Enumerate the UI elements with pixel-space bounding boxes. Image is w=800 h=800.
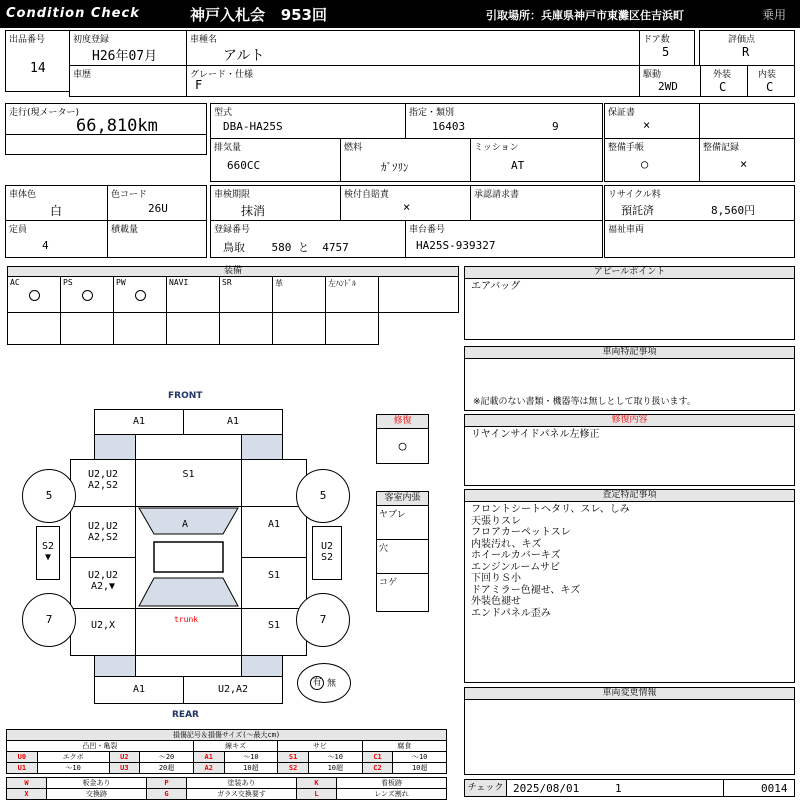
note-line: 下回りＳ小 bbox=[471, 573, 521, 584]
trunk-label: trunk bbox=[174, 615, 199, 624]
warranty-box: 保証書 × bbox=[604, 103, 700, 139]
record: × bbox=[740, 157, 748, 171]
equip-ac-mark bbox=[29, 290, 40, 301]
recycle-box: リサイクル料 預託済 8,560円 bbox=[604, 185, 795, 221]
panel-rr-corner bbox=[241, 655, 283, 677]
doors: 5 bbox=[662, 45, 670, 59]
roof-label: A bbox=[182, 519, 189, 530]
damage-legend: 損傷記号＆損傷サイズ(〜最大cm) 凸凹・亀裂 線キズ サビ 腐食 U0 エクボ U2 〜20 A1 〜10 S1 〜10 C1 〜10 U1 〜10 U3 20超 A2 10超 S2 10超 C2 10超 W 板金あり P 塗装あり K 看板跡 X 交換跡 G ガラス交換要す L レンズ割れ bbox=[6, 729, 447, 800]
drive-box: 駆動 2WD bbox=[639, 65, 701, 97]
load-box: 積載量 bbox=[107, 220, 207, 258]
panel-hood: S1 bbox=[135, 459, 242, 507]
type: DBA-HA25S bbox=[223, 120, 283, 133]
model-name: アルト bbox=[223, 48, 265, 64]
manual: ○ bbox=[641, 157, 649, 171]
rear-label: REAR bbox=[172, 710, 199, 720]
plate: 鳥取 580 と 4757 bbox=[223, 241, 349, 254]
drive: 2WD bbox=[658, 80, 678, 93]
repair-mark: ○ bbox=[398, 439, 407, 454]
insurance-box: 検付自賠責 × bbox=[340, 185, 471, 221]
doors-box: ドア数 5 bbox=[639, 30, 695, 66]
interior-box: 客室内張 ヤブレ 穴 コゲ bbox=[376, 491, 429, 612]
panel-fl-corner bbox=[94, 434, 136, 460]
panel-rl-corner bbox=[94, 655, 136, 677]
model-box: 車種名 アルト bbox=[186, 30, 640, 66]
color-code: 26U bbox=[148, 202, 168, 215]
panel-front-left: A1 bbox=[94, 409, 184, 435]
note-line: 外装色褪せ bbox=[471, 596, 521, 607]
class-no: 9 bbox=[552, 120, 559, 133]
displacement-box: 排気量 660CC bbox=[210, 138, 341, 182]
ext-box: 外装 C bbox=[700, 65, 748, 97]
grade-box: グレード・仕様 F bbox=[186, 65, 640, 97]
wheel-rear-right: 7 bbox=[296, 593, 350, 647]
special-panel: 車両特記事項 ※記載のない書類・機器等は無しとして取り扱います。 bbox=[464, 346, 795, 411]
equipment-title: 装備 bbox=[8, 267, 459, 277]
header-bar bbox=[0, 0, 800, 28]
int-box: 内装 C bbox=[747, 65, 795, 97]
mission-box: ミッション AT bbox=[470, 138, 603, 182]
wheel-front-left: 5 bbox=[22, 469, 76, 523]
score-box: 評価点 R bbox=[699, 30, 795, 66]
first-reg: H26年07月 bbox=[92, 49, 158, 64]
first-reg-box: 初度登録 H26年07月 bbox=[69, 30, 187, 66]
inspection-notes-panel: 査定特記事項 フロントシートヘタリ、スレ、しみ 天張りスレ フロアカーペットスレ 内装汚れ、キズ ホイールカバーキズ エンジンルームサビ 下回りＳ小 ドアミラー色褪せ、キズ 外装色褪せ エンドパネル歪み bbox=[464, 489, 795, 683]
score: R bbox=[742, 45, 750, 59]
note-line: エンドパネル歪み bbox=[471, 607, 551, 619]
equip-pw-label: PW bbox=[116, 278, 126, 287]
equip-sr-label: SR bbox=[222, 278, 232, 287]
check-label: チェック bbox=[465, 780, 507, 796]
equip-ps-mark bbox=[82, 290, 93, 301]
note-line: フロントシートヘタリ、スレ、しみ bbox=[471, 504, 630, 515]
interior-tear: ヤブレ bbox=[377, 506, 428, 540]
check-id: 0014 bbox=[761, 782, 788, 795]
inspection: 抹消 bbox=[241, 204, 266, 218]
grade: F bbox=[195, 78, 203, 92]
panel-rear-left: A1 bbox=[94, 676, 184, 704]
note-line: 内装汚れ、キズ bbox=[471, 538, 542, 550]
panel-rear-center bbox=[135, 655, 242, 677]
panel-left-quarter: U2,X bbox=[70, 608, 136, 656]
interior-hole: 穴 bbox=[377, 540, 428, 574]
equip-leather-label: 革 bbox=[275, 279, 283, 288]
equip-pw-mark bbox=[135, 290, 146, 301]
check-row bbox=[464, 779, 795, 797]
manual-box: 整備手帳 ○ bbox=[604, 138, 700, 182]
color: 白 bbox=[50, 204, 63, 218]
auction-name: 神戸入札会 953回 bbox=[190, 6, 327, 24]
panel-rear-right: U2,A2 bbox=[183, 676, 283, 704]
equip-ps-label: PS bbox=[63, 278, 73, 287]
roof-glass-svg bbox=[135, 506, 242, 609]
mileage-box: 走行(現メーター) 66,810km bbox=[5, 103, 207, 155]
check-date: 2025/08/01 bbox=[513, 782, 580, 795]
damage-diagram bbox=[0, 385, 372, 725]
equip-lhd-label: 左ﾊﾝﾄﾞﾙ bbox=[328, 279, 356, 288]
warranty: × bbox=[643, 118, 651, 132]
int-grade: C bbox=[766, 80, 774, 94]
repair-panel: 修復内容 リヤインサイドパネル左修正 bbox=[464, 414, 795, 486]
repair-mark-box: 修復 ○ bbox=[376, 414, 429, 464]
panel-front-center bbox=[135, 434, 242, 460]
color-box: 車体色 白 bbox=[5, 185, 108, 221]
color-code-box: 色コード 26U bbox=[107, 185, 207, 221]
appeal-panel: アピールポイント エアバッグ bbox=[464, 266, 795, 340]
note-line: ホイールカバーキズ bbox=[471, 550, 561, 561]
record-box: 整備記録 × bbox=[699, 138, 795, 182]
note-line: フロアカーペットスレ bbox=[471, 527, 571, 538]
displacement: 660CC bbox=[227, 159, 261, 172]
plate-box: 登録番号 鳥取 580 と 4757 bbox=[210, 220, 406, 258]
note-line: エンジンルームサビ bbox=[471, 561, 561, 573]
recycle-fee: 8,560円 bbox=[711, 204, 756, 217]
capacity: 4 bbox=[42, 239, 49, 252]
appeal-text: エアバッグ bbox=[471, 281, 521, 292]
panel-right-front-door: A1 bbox=[241, 506, 307, 558]
wheel-front-right: 5 bbox=[296, 469, 350, 523]
type-box: 型式 DBA-HA25S bbox=[210, 103, 406, 139]
recycle-status: 預託済 bbox=[621, 204, 654, 217]
pickup-location: 引取場所：兵庫県神戸市東灘区住吉浜町 bbox=[486, 9, 684, 22]
equip-navi-label: NAVI bbox=[169, 278, 189, 287]
insurance: × bbox=[403, 200, 411, 214]
lot-box: 出品番号 14 bbox=[5, 30, 70, 92]
designation: 16403 bbox=[432, 120, 466, 133]
panel-front-right: A1 bbox=[183, 409, 283, 435]
front-label: FRONT bbox=[168, 391, 203, 401]
history-box: 車歴 bbox=[69, 65, 187, 97]
category-label: 乗用 bbox=[762, 8, 787, 22]
panel-left-front-door: U2,U2 A2,S2 bbox=[70, 506, 136, 558]
ext-grade: C bbox=[719, 80, 727, 94]
wheel-rear-left: 7 bbox=[22, 593, 76, 647]
panel-right-rear-door: S1 bbox=[241, 557, 307, 609]
spare-mark: 有 bbox=[310, 676, 324, 690]
designation-box: 指定・類別 16403 9 bbox=[405, 103, 603, 139]
panel-left-rear-door: U2,U2 A2,▼ bbox=[70, 557, 136, 609]
mission: AT bbox=[511, 159, 525, 172]
welfare-box: 福祉車両 bbox=[604, 220, 795, 258]
interior-burn: コゲ bbox=[379, 578, 398, 588]
panel-right-quarter: S1 bbox=[241, 608, 307, 656]
inspection-box: 車検期限 抹消 bbox=[210, 185, 341, 221]
spare-value: 無 bbox=[327, 679, 337, 689]
capacity-box: 定員 4 bbox=[5, 220, 108, 258]
repair-text: リヤインサイドパネル左修正 bbox=[471, 429, 600, 440]
note-line: 天張りスレ bbox=[471, 515, 521, 527]
special-text: ※記載のない書類・機器等は無しとして取り扱います。 bbox=[473, 397, 696, 407]
spare-tire-icon bbox=[297, 663, 351, 703]
mileage: 66,810km bbox=[76, 116, 158, 136]
equip-ac-label: AC bbox=[10, 278, 20, 287]
panel-right-side: U2 S2 bbox=[312, 526, 342, 580]
fuel: ｶﾞｿﾘﾝ bbox=[381, 161, 409, 174]
chassis: HA25S-939327 bbox=[416, 239, 496, 252]
panel-fr-corner bbox=[241, 434, 283, 460]
lot-number: 14 bbox=[30, 61, 46, 76]
condition-check-title: Condition Check bbox=[6, 6, 140, 21]
panel-left-side: S2 ▼ bbox=[36, 526, 60, 580]
equipment-table bbox=[7, 266, 459, 345]
panel-left-fender: U2,U2 A2,S2 bbox=[70, 459, 136, 507]
note-line: ドアミラー色褪せ、キズ bbox=[471, 584, 581, 596]
fuel-box: 燃料 ｶﾞｿﾘﾝ bbox=[340, 138, 471, 182]
change-info-panel: 車両変更情報 bbox=[464, 687, 795, 775]
check-count: 1 bbox=[615, 782, 622, 795]
approval-box: 承認請求書 bbox=[470, 185, 603, 221]
chassis-box: 車台番号 HA25S-939327 bbox=[405, 220, 603, 258]
